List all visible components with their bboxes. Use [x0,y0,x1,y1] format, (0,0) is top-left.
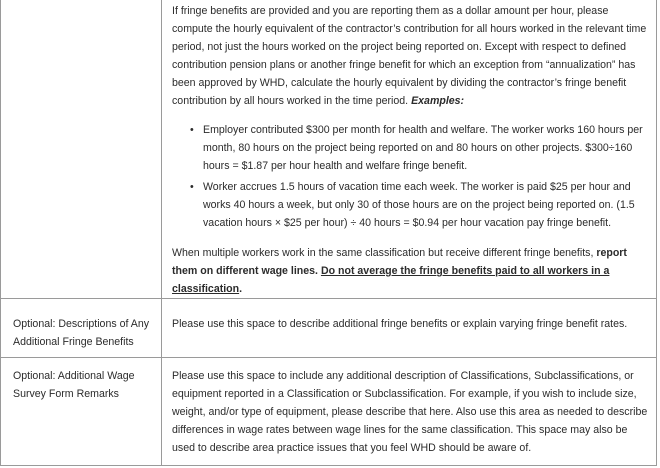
remarks-text: Please use this space to include any additional description of Classifications, Subclassifications, or equipment reported in a Classification or Subclassification. For example, if you wish to include size, weight, and/or type of equipment, please describe that here. Also use this area as needed to describe differences in wage rates between wage lines for the same classification. This space may also be used to describe area practice issues that you feel WHD should be aware of. [172,370,648,454]
list-item [190,178,650,232]
fringe-intro-text: If fringe benefits are provided and you are reporting them as a dollar amount per hour, please compute the hourly equivalent of the contractor’s contribution for all hours worked in the relevant time period, not just the hours worked on the project being reported on. Except with respect to defined contribution pension plans or another fringe benefit for which an exception from “annualization” has been approved by WHD, calculate the hourly equivalent by dividing the contractor’s fringe benefit contribution by all hours worked in the time period. [172,5,647,107]
descriptions-row [1,298,656,357]
closing-text: When multiple workers work in the same classification but receive different fringe benefits, [172,247,597,259]
descriptions-text: Please use this space to describe additional fringe benefits or explain varying fringe benefit rates. [172,318,628,330]
fringe-benefits-row [1,0,656,298]
closing-paragraph [172,244,650,298]
bullet-icon: • [190,181,194,193]
fringe-benefits-instructions [172,2,650,298]
column-divider [161,299,162,357]
column-divider [161,358,162,465]
example-vacation: Worker accrues 1.5 hours of vacation time each week. The worker is paid $25 per hour and works 40 hours a week, but only 30 of those hours are on the project being reported on. (1.5 vacation hours × $25 per hour) ÷ 40 hours = $0.94 per hour vacation pay fringe benefit. [203,181,635,229]
closing-warning-text: Do not average the fringe benefits paid to all workers in a classification [172,265,610,295]
examples-label: Examples: [411,95,465,107]
column-divider [161,0,162,298]
list-item [190,121,650,175]
fringe-intro-paragraph [172,2,650,110]
descriptions-label: Optional: Descriptions of Any Additional Fringe Benefits [13,318,150,348]
examples-list [172,121,650,232]
bullet-icon: • [190,124,194,136]
closing-bold-text: report them on different wage lines. [172,247,627,277]
closing-period: . [239,283,243,295]
example-health-welfare: Employer contributed $300 per month for health and welfare. The worker works 160 hours per month, 80 hours on the project being reported on and 80 hours on other projects. $300÷160 hours = $1.87 per hour health and welfare fringe benefit. [203,124,643,172]
remarks-row [1,357,656,465]
remarks-label: Optional: Additional Wage Survey Form Remarks [13,370,135,400]
